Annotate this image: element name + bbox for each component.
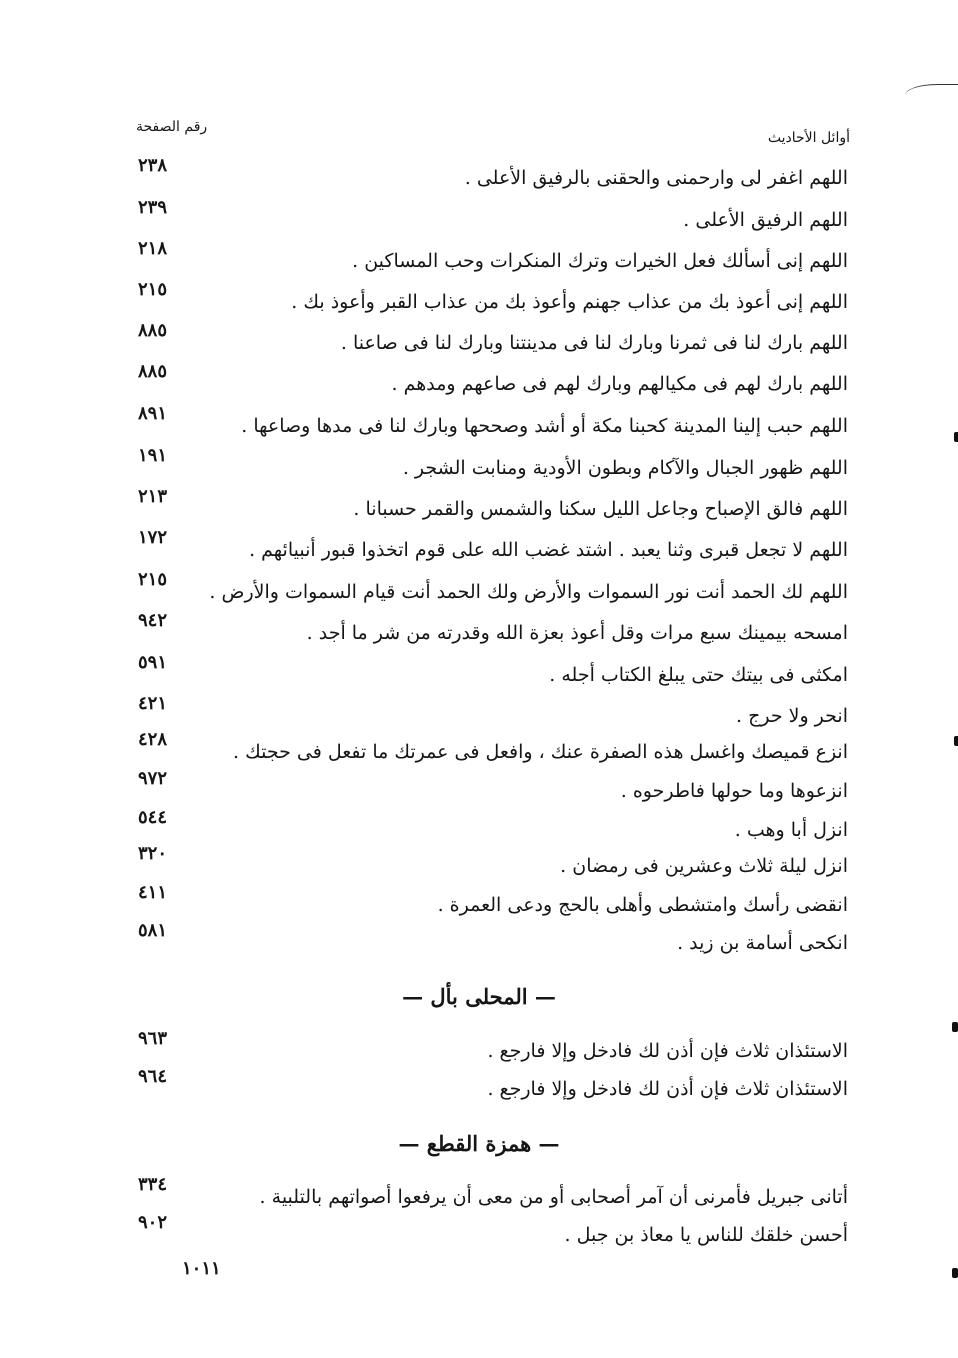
hadith-text: اللهم إنى أسألك فعل الخيرات وترك المنكرات وحب المساكين . — [352, 250, 848, 272]
hadith-text: أتانى جبريل فأمرنى أن آمر أصحابى أو من معى أن يرفعوا أصواتهم بالتلبية . — [259, 1186, 848, 1208]
hadith-text: اللهم إنى أعوذ بك من عذاب جهنم وأعوذ بك من عذاب القبر وأعوذ بك . — [291, 291, 848, 313]
page-reference: ٢١٨ — [138, 238, 168, 259]
hadith-text: انقضى رأسك وامتشطى وأهلى بالحج ودعى العمرة . — [437, 894, 848, 916]
page-reference: ٩٦٣ — [138, 1028, 168, 1049]
page-number: ١٠١١ — [182, 1258, 221, 1279]
page-reference: ٤٢٨ — [138, 729, 168, 750]
scan-dot — [952, 1022, 958, 1032]
hadith-text: أحسن خلقك للناس يا معاذ بن جبل . — [564, 1224, 848, 1246]
hadith-entry — [0, 920, 958, 968]
section-heading: — همزة القطع — — [398, 1131, 560, 1156]
hadith-text: اللهم الرفيق الأعلى . — [683, 209, 848, 231]
hadith-entry — [0, 1212, 958, 1260]
section-heading: — المحلى بأل — — [402, 984, 556, 1009]
hadith-text: انحر ولا حرج . — [736, 705, 848, 727]
page-reference: ٥٩١ — [138, 652, 168, 673]
page-reference: ١٩١ — [138, 445, 168, 466]
hadith-text: اللهم لا تجعل قبرى وثنا يعبد . اشتد غضب الله على قوم اتخذوا قبور أنبيائهم . — [249, 539, 848, 561]
page-reference: ٨٨٥ — [138, 361, 168, 382]
hadith-text: اللهم ظهور الجبال والآكام وبطون الأودية ومنابت الشجر . — [402, 457, 848, 479]
page-reference: ٥٤٤ — [138, 807, 168, 828]
page-reference: ٢١٣ — [138, 486, 168, 507]
hadith-text: انزعوها وما حولها فاطرحوه . — [620, 780, 848, 802]
page-reference: ٢١٥ — [138, 569, 168, 590]
page-reference: ١٧٢ — [138, 527, 168, 548]
page-reference: ٤٢١ — [138, 693, 168, 714]
hadith-text: انزل ليلة ثلاث وعشرين فى رمضان . — [560, 855, 848, 877]
hadith-text: اللهم بارك لهم فى مكيالهم وبارك لهم فى صاعهم ومدهم . — [391, 373, 848, 395]
page-reference: ٩٧٢ — [138, 768, 168, 789]
hadith-text: انزع قميصك واغسل هذه الصفرة عنك ، وافعل فى عمرتك ما تفعل فى حجتك . — [233, 741, 848, 763]
page-reference: ٢٣٨ — [138, 155, 168, 176]
page-reference: ٢٣٩ — [138, 197, 168, 218]
hadith-text: امسحه بيمينك سبع مرات وقل أعوذ بعزة الله وقدرته من شر ما أجد . — [306, 622, 848, 644]
page-reference: ٩٠٢ — [138, 1212, 168, 1233]
hadith-text: اللهم بارك لنا فى ثمرنا وبارك لنا فى مدينتنا وبارك لنا فى صاعنا . — [340, 332, 848, 354]
scan-dot — [952, 1268, 958, 1278]
hadith-text: انزل أبا وهب . — [734, 819, 848, 841]
hadith-text: الاستئذان ثلاث فإن أذن لك فادخل وإلا فارجع . — [487, 1078, 848, 1100]
hadith-text: اللهم اغفر لى وارحمنى والحقنى بالرفيق الأعلى . — [464, 167, 848, 189]
page-number-column-header: رقم الصفحة — [136, 119, 208, 135]
hadith-text: الاستئذان ثلاث فإن أذن لك فادخل وإلا فارجع . — [487, 1040, 848, 1062]
page-reference: ٩٦٤ — [138, 1066, 168, 1087]
hadith-text: انكحى أسامة بن زيد . — [677, 932, 848, 954]
hadith-entry — [0, 1066, 958, 1114]
page-reference: ٥٨١ — [138, 920, 168, 941]
page-reference: ٤١١ — [138, 882, 168, 903]
hadith-text: اللهم لك الحمد أنت نور السموات والأرض ولك الحمد أنت قيام السموات والأرض . — [209, 581, 848, 603]
page-reference: ٨٨٥ — [138, 320, 168, 341]
page-reference: ٨٩١ — [138, 403, 168, 424]
page-reference: ٣٣٤ — [138, 1174, 168, 1195]
running-header: أوائل الأحاديث — [767, 130, 850, 146]
corner-mark — [905, 84, 958, 103]
page-reference: ٢١٥ — [138, 279, 168, 300]
hadith-text: امكثى فى بيتك حتى يبلغ الكتاب أجله . — [549, 664, 848, 686]
hadith-text: اللهم فالق الإصباح وجاعل الليل سكنا والشمس والقمر حسبانا . — [353, 498, 848, 520]
hadith-text: اللهم حبب إلينا المدينة كحبنا مكة أو أشد وصححها وبارك لنا فى مدها وصاعها . — [241, 415, 848, 437]
page-reference: ٣٢٠ — [138, 843, 168, 864]
page-reference: ٩٤٢ — [138, 610, 168, 631]
